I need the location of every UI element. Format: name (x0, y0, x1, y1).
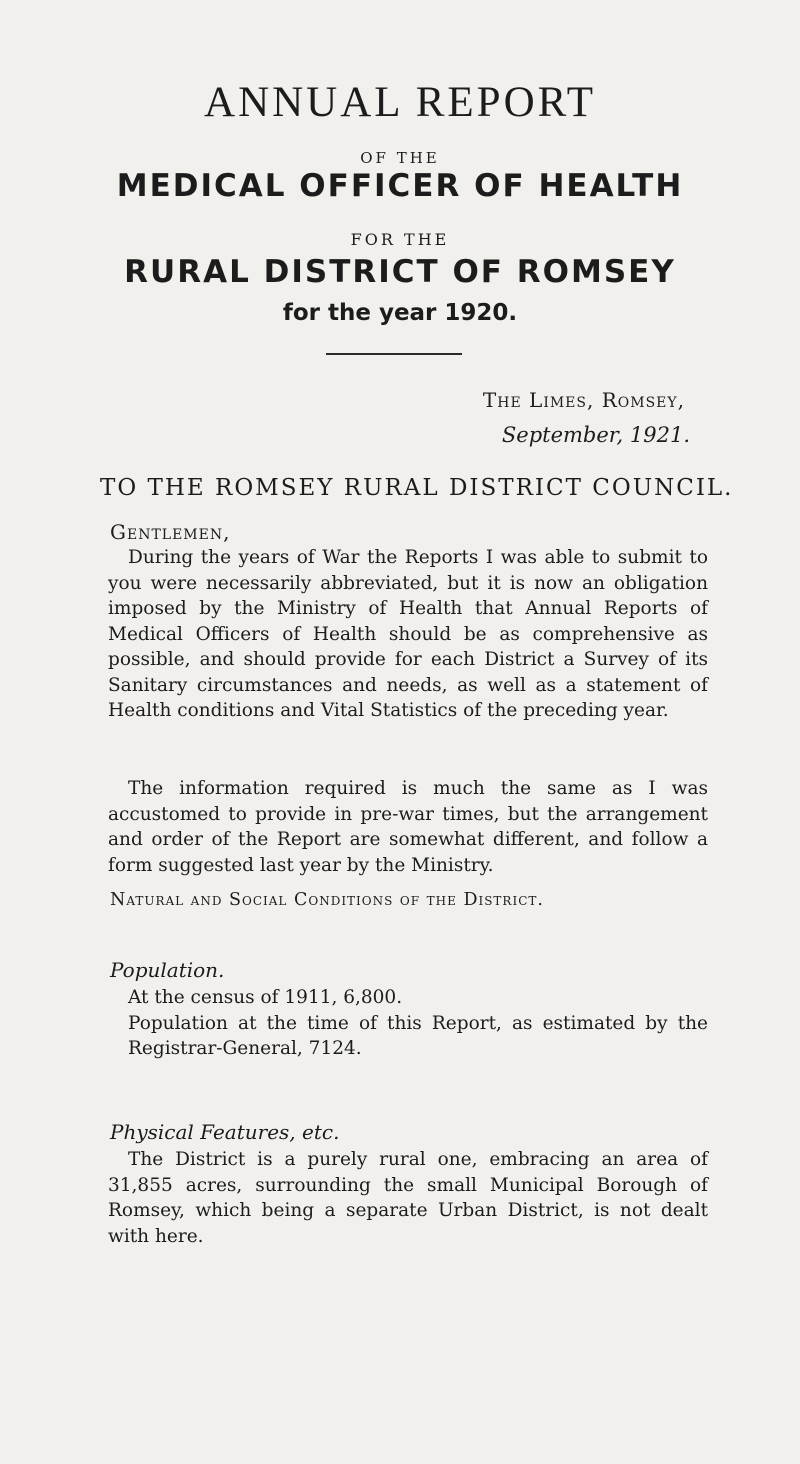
physical-features-heading: Physical Features, etc. (110, 1120, 340, 1144)
physical-features-text: The District is a purely rural one, embracing an area of 31,855 acres, surrounding the small Municipal Borough of Romsey, which being a separate Urban District, is not dealt with here. (108, 1149, 708, 1247)
letter-salutation: Gentlemen, (110, 520, 231, 544)
population-census: At the census of 1911, 6,800. (128, 987, 403, 1008)
divider-rule (326, 353, 462, 355)
report-title: ANNUAL REPORT (204, 79, 596, 126)
population-text (108, 985, 708, 1062)
section-heading: Natural and Social Conditions of the District. (110, 890, 544, 910)
letter-date: September, 1921. (501, 423, 690, 447)
district-title: RURAL DISTRICT OF ROMSEY (124, 254, 676, 290)
letter-paragraph-2: The information required is much the same as I was accustomed to provide in pre-war times, but the arrangement and order of the Report are somewhat different, and follow a form suggested last year by the Ministry. (108, 778, 708, 876)
letter-paragraph-1: During the years of War the Reports I was able to submit to you were necessarily abbreviated, but it is now an obligation imposed by the Ministry of Health that Annual Reports of Medical Officers of Health should be as comprehensive as possible, and should provide for each District a Survey of its Sanitary circumstances and needs, as well as a statement of Health conditions and Vital Statistics of the preceding year. (108, 547, 708, 721)
population-heading: Population. (110, 958, 225, 982)
of-the-label: OF THE (360, 149, 440, 167)
letter-address: The Limes, Romsey, (482, 388, 685, 412)
report-subtitle: MEDICAL OFFICER OF HEALTH (116, 168, 684, 204)
population-estimate: Population at the time of this Report, as estimated by the Registrar-General, 7124. (128, 1012, 708, 1059)
letter-recipient: TO THE ROMSEY RURAL DISTRICT COUNCIL. (100, 475, 734, 501)
year-line: for the year 1920. (282, 300, 518, 326)
for-the-label: FOR THE (350, 230, 450, 249)
